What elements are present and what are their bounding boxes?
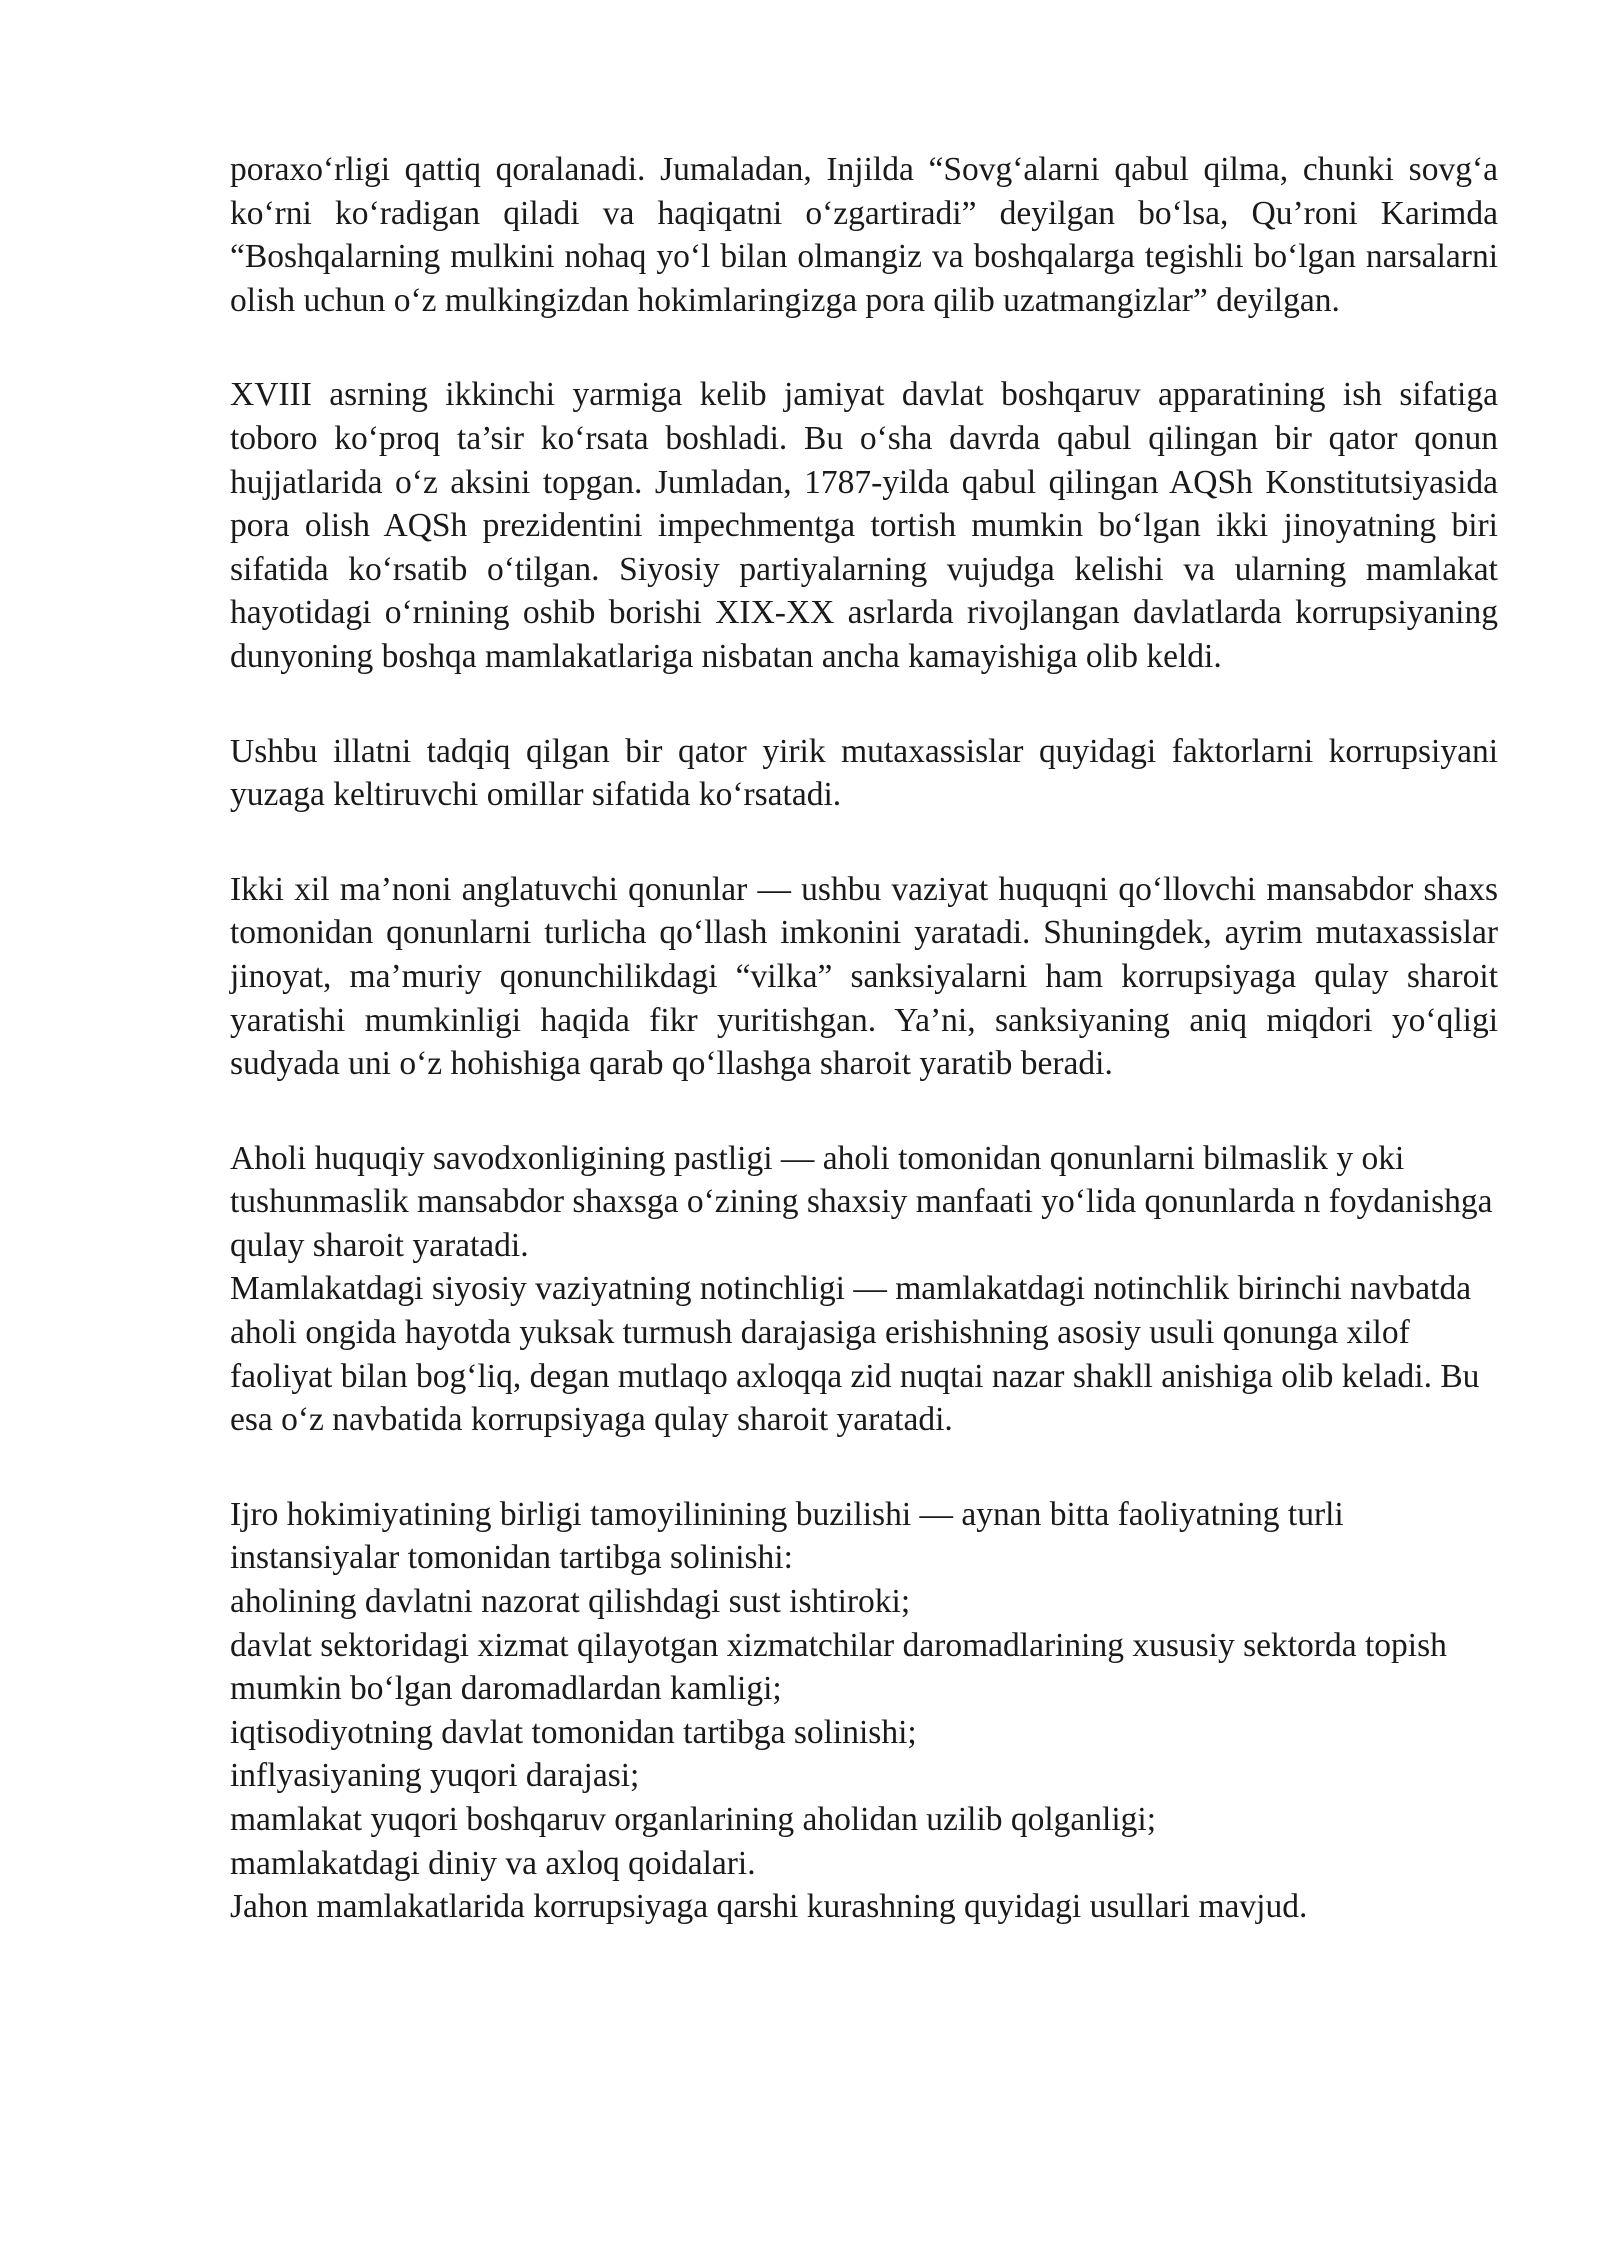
list-item: davlat sektoridagi xizmat qilayotgan xizmatchilar daromadlarining xususiy sektorda topish mumkin bo‘lgan daromadlardan kamligi; [230,1626,1447,1708]
list-item: mamlakatdagi diniy va axloq qoidalari. [230,1844,756,1882]
list-item: iqtisodiyotning davlat tomonidan tartibga solinishi; [230,1713,917,1751]
document-body [230,148,1498,1929]
paragraph-bribery-religion: poraxo‘rligi qattiq qoralanadi. Jumaladan, Injilda “Sovg‘alarni qabul qilma, chunki sovg‘a ko‘rni ko‘radigan qiladi va haqiqatni o‘zgartiradi” deyilgan bo‘lsa, Qu’roni Karimda “Boshqalarning mulkini nohaq yo‘l bilan olmangiz va boshqalarga tegishli bo‘lgan narsalarni olish uchun o‘z mulkingizdan hokimlaringizga pora qilib uzatmangizlar” deyilgan. [230,151,1498,319]
list-item: inflyasiyaning yuqori darajasi; [230,1757,640,1795]
paragraph-ambiguous-laws: Ikki xil ma’noni anglatuvchi qonunlar — ushbu vaziyat huquqni qo‘llovchi mansabdor shaxs tomonidan qonunlarni turlicha qo‘llash imkonini yaratadi. Shuningdek, ayrim mutaxassislar jinoyat, ma’muriy qonunchilikdagi “vilka” sanksiyalarni ham korrupsiyaga qulay sharoit yaratishi mumkinligi haqida fikr yuritishgan. Ya’ni, sanksiyaning aniq miqdori yo‘qligi sudyada uni o‘z hohishiga qarab qo‘llashga sharoit yaratib beradi. [230,870,1498,1083]
closing-line: Jahon mamlakatlarida korrupsiyaga qarshi kurashning quyidagi usullari mavjud. [230,1888,1308,1926]
paragraph-political-instability: Mamlakatdagi siyosiy vaziyatning notinchligi — mamlakatdagi notinchlik birinchi navbatda aholi ongida hayotda yuksak turmush darajasiga erishishning asosiy usuli qonunga xilof faoliyat bilan bog‘liq, degan mutlaqo axloqqa zid nuqtai nazar shakll anishiga olib keladi. Bu esa o‘z navbatida korrupsiyaga qulay sharoit yaratadi. [230,1270,1480,1439]
paragraph-18th-century: XVIII asrning ikkinchi yarmiga kelib jamiyat davlat boshqaruv apparatining ish sifatiga toboro ko‘proq ta’sir ko‘rsata boshladi. Bu o‘sha davrda qabul qilingan bir qator qonun hujjatlarida o‘z aksini topgan. Jumladan, 1787-yilda qabul qilingan AQSh Konstitutsiyasida pora olish AQSh prezidentini impechmentga tortish mumkin bo‘lgan ikki jinoyatning biri sifatida ko‘rsatib o‘tilgan. Siyosiy partiyalarning vujudga kelishi va ularning mamlakat hayotidagi o‘rnining oshib borishi XIX-XX asrlarda rivojlangan davlatlarda korrupsiyaning dunyoning boshqa mamlakatlariga nisbatan ancha kamayishiga olib keldi. [230,376,1498,675]
list-item: aholining davlatni nazorat qilishdagi sust ishtiroki; [230,1583,911,1621]
list-item: mamlakat yuqori boshqaruv organlarining aholidan uzilib qolganligi; [230,1801,1157,1838]
paragraph-executive-unity: Ijro hokimiyatining birligi tamoyilinining buzilishi — aynan bitta faoliyatning turli instansiyalar tomonidan tartibga solinishi: [230,1495,1344,1577]
paragraph-legal-literacy: Aholi huquqiy savodxonligining pastligi — aholi tomonidan qonunlarni bilmaslik y oki tushunmaslik mansabdor shaxsga o‘zining shaxsiy manfaati yo‘lida qonunlarda n foydanishga qulay sharoit yaratadi. [230,1139,1493,1264]
paragraph-factors-intro: Ushbu illatni tadqiq qilgan bir qator yirik mutaxassislar quyidagi faktorlarni korrupsiyani yuzaga keltiruvchi omillar sifatida ko‘rsatadi. [230,732,1498,814]
